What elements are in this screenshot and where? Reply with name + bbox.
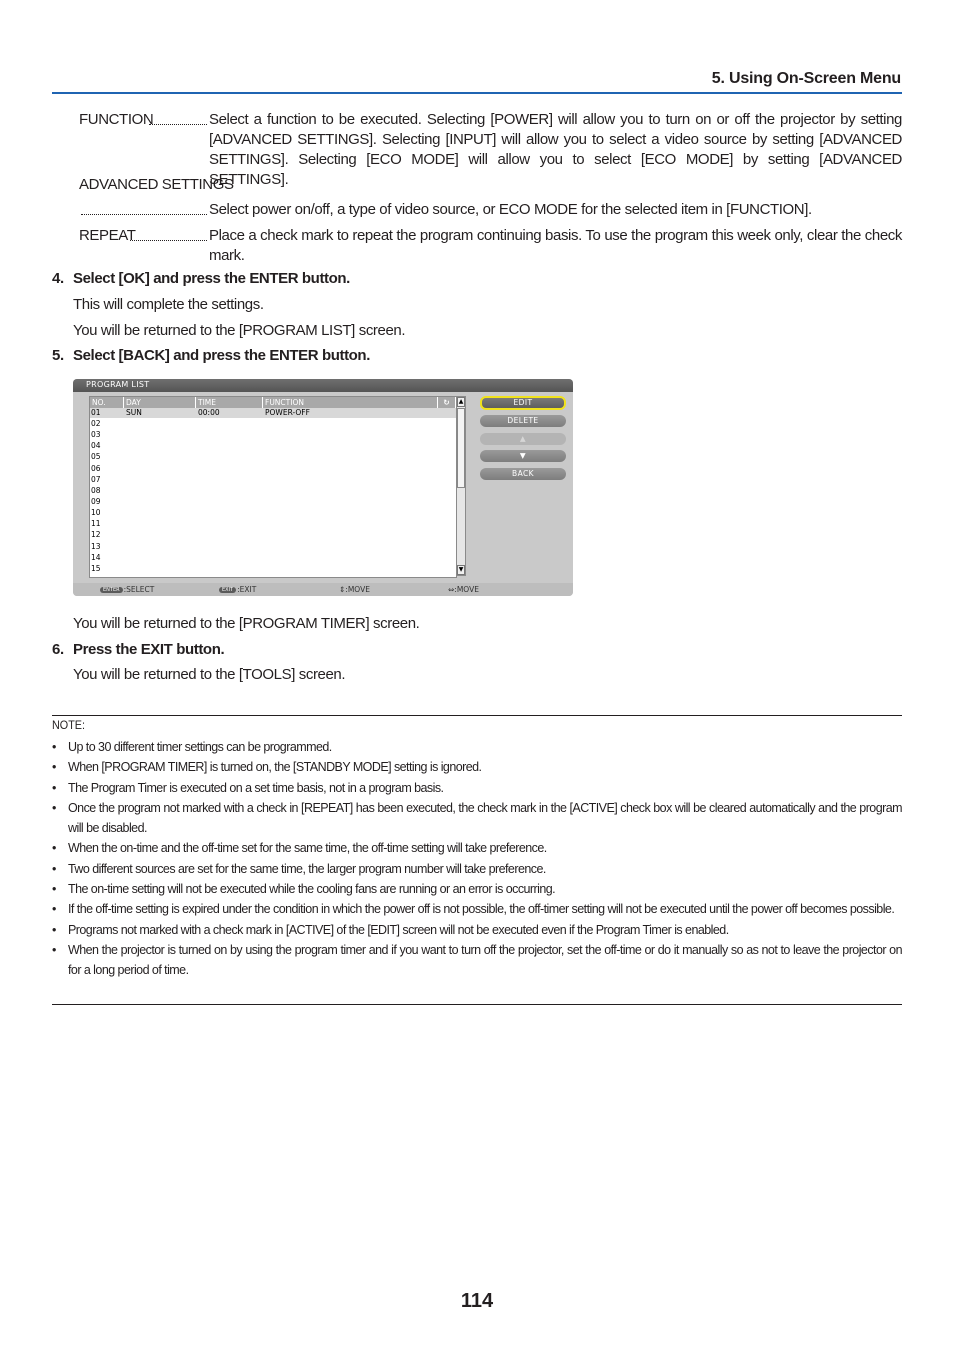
note-top-rule: [52, 715, 902, 716]
leader-dots: [81, 200, 207, 215]
table-row[interactable]: 14: [91, 553, 101, 562]
table-row[interactable]: 07: [91, 475, 101, 484]
term-label: ADVANCED SETTINGS: [79, 176, 234, 193]
term-label: FUNCTION: [79, 111, 154, 128]
updown-arrows-icon: ⇕: [339, 585, 346, 594]
cell-time: 00:00: [198, 408, 220, 417]
cell-function: POWER-OFF: [265, 408, 310, 417]
note-text: Up to 30 different timer settings can be programmed.: [68, 740, 332, 754]
hint-move-vertical: [339, 585, 370, 595]
column-header-function: FUNCTION: [263, 397, 438, 408]
table-row[interactable]: 06: [91, 464, 101, 473]
step-title: Select [BACK] and press the ENTER button.: [73, 347, 370, 364]
term-description: Place a check mark to repeat the program continuing basis. To use the program this week only, clear the check mark.: [209, 227, 902, 264]
cell-no: 01: [91, 408, 101, 417]
hint-label: :MOVE: [345, 585, 370, 594]
list-item: [52, 879, 902, 899]
bullet-icon: •: [52, 942, 56, 957]
hint-label: :EXIT: [237, 585, 257, 594]
repeat-icon: ↻: [438, 397, 456, 408]
note-text: Two different sources are set for the same time, the larger program number will take preference.: [68, 861, 546, 876]
table-row-selected[interactable]: [90, 408, 456, 418]
note-text: When [PROGRAM TIMER] is turned on, the [STANDBY MODE] setting is ignored.: [68, 760, 482, 775]
scrollbar[interactable]: [456, 396, 466, 576]
note-list: [52, 737, 902, 981]
bullet-icon: •: [52, 882, 56, 897]
list-item: [52, 798, 902, 839]
program-list-table: [89, 396, 457, 578]
back-button[interactable]: BACK: [480, 468, 566, 480]
move-down-button[interactable]: ▼: [480, 450, 566, 462]
table-row[interactable]: 12: [91, 530, 101, 539]
screen-title: PROGRAM LIST: [86, 380, 150, 389]
table-row[interactable]: 13: [91, 542, 101, 551]
scroll-up-icon[interactable]: ▲: [458, 398, 464, 405]
scroll-thumb[interactable]: [457, 408, 465, 488]
term-description: Select power on/off, a type of video source, or ECO MODE for the selected item in [FUNCTION].: [209, 201, 812, 218]
column-header-no: NO.: [90, 397, 124, 408]
enter-key-icon: ENTER: [100, 587, 123, 593]
table-row[interactable]: 08: [91, 486, 101, 495]
column-header-day: DAY: [124, 397, 196, 408]
table-row[interactable]: 04: [91, 441, 101, 450]
section-title: 5. Using On-Screen Menu: [711, 70, 901, 87]
bullet-icon: •: [52, 841, 56, 856]
list-item: [52, 737, 902, 757]
move-up-button[interactable]: ▲: [480, 433, 566, 445]
leader-dots: [149, 110, 207, 125]
delete-button[interactable]: DELETE: [480, 415, 566, 427]
note-text: Once the program not marked with a check in [REPEAT] has been executed, the check mark in the [ACTIVE] check box will be cleared automatically and the program will be disabled.: [68, 800, 902, 836]
step-4-line-1: This will complete the settings.: [73, 296, 264, 313]
hint-label: :SELECT: [123, 585, 155, 594]
leader-dots: [130, 226, 207, 241]
note-text: When the on-time and the off-time set for the same time, the off-time setting will take preference.: [68, 841, 547, 856]
note-label: NOTE:: [52, 718, 86, 732]
note-text: The on-time setting will not be executed while the cooling fans are running or an error is occurring.: [68, 882, 556, 897]
leftright-arrows-icon: ⇔: [448, 585, 455, 594]
note-text: Programs not marked with a check mark in [ACTIVE] of the [EDIT] screen will not be executed even if the Program Timer is enabled.: [68, 922, 729, 937]
table-row[interactable]: 15: [91, 564, 101, 573]
term-description: Select a function to be executed. Selecting [POWER] will allow you to turn on or off the projector by setting [ADVANCED SETTINGS]. Selecting [INPUT] will allow you to select a video source by setting [ADVANCED SETTINGS]. Selecting [ECO MODE] will allow you to select [ECO MODE] by setting [ADVANCED SETTINGS].: [209, 111, 902, 188]
table-row[interactable]: 11: [91, 519, 101, 528]
list-item: [52, 778, 902, 798]
term-label: REPEAT: [79, 227, 136, 244]
header-rule: [52, 92, 902, 94]
step-number: 4.: [52, 270, 64, 287]
column-header-time: TIME: [196, 397, 263, 408]
scroll-down-icon[interactable]: ▼: [458, 566, 464, 573]
bullet-icon: •: [52, 861, 56, 876]
table-row[interactable]: 09: [91, 497, 101, 506]
cell-day: SUN: [126, 408, 142, 417]
bullet-icon: •: [52, 800, 56, 815]
step-title: Press the EXIT button.: [73, 641, 225, 658]
page-number: 114: [460, 1290, 494, 1312]
note-text: If the off-time setting is expired under the condition in which the power off is not possible, the off-timer setting will not be executed until the power off becomes possible.: [68, 902, 895, 917]
bullet-icon: •: [52, 922, 56, 937]
note-bottom-rule: [52, 1004, 902, 1005]
list-item: [52, 940, 902, 981]
step-number: 5.: [52, 347, 64, 364]
edit-button[interactable]: EDIT: [480, 396, 566, 410]
table-row[interactable]: 03: [91, 430, 101, 439]
list-item: [52, 899, 902, 919]
screen-footer: [73, 583, 573, 596]
hint-move-horizontal: [448, 585, 479, 595]
step-number: 6.: [52, 641, 64, 658]
bullet-icon: •: [52, 740, 56, 754]
list-item: [52, 757, 902, 777]
step-6: [52, 641, 224, 658]
screen-titlebar: [73, 379, 573, 392]
note-text: When the projector is turned on by using the program timer and if you want to turn off the projector, set the off-time or do it manually so as not to leave the projector on for a long period of time.: [68, 942, 902, 978]
step-title: Select [OK] and press the ENTER button.: [73, 270, 350, 287]
step-5-line-1: You will be returned to the [PROGRAM TIMER] screen.: [73, 615, 420, 632]
bullet-icon: •: [52, 902, 56, 917]
list-item: [52, 920, 902, 940]
hint-exit: [219, 585, 256, 595]
table-row[interactable]: 05: [91, 452, 101, 461]
hint-label: :MOVE: [454, 585, 479, 594]
step-4: [52, 270, 350, 287]
bullet-icon: •: [52, 780, 56, 795]
table-row[interactable]: 02: [91, 419, 101, 428]
step-4-line-2: You will be returned to the [PROGRAM LIST] screen.: [73, 322, 406, 339]
step-6-line-1: You will be returned to the [TOOLS] screen.: [73, 666, 346, 683]
bullet-icon: •: [52, 760, 56, 775]
list-item: [52, 859, 902, 879]
hint-select: [100, 585, 154, 595]
program-list-screen: [73, 379, 573, 596]
step-5: [52, 347, 370, 364]
note-text: The Program Timer is executed on a set time basis, not in a program basis.: [68, 780, 444, 795]
list-item: [52, 838, 902, 858]
table-row[interactable]: 10: [91, 508, 101, 517]
exit-key-icon: EXIT: [219, 587, 236, 593]
